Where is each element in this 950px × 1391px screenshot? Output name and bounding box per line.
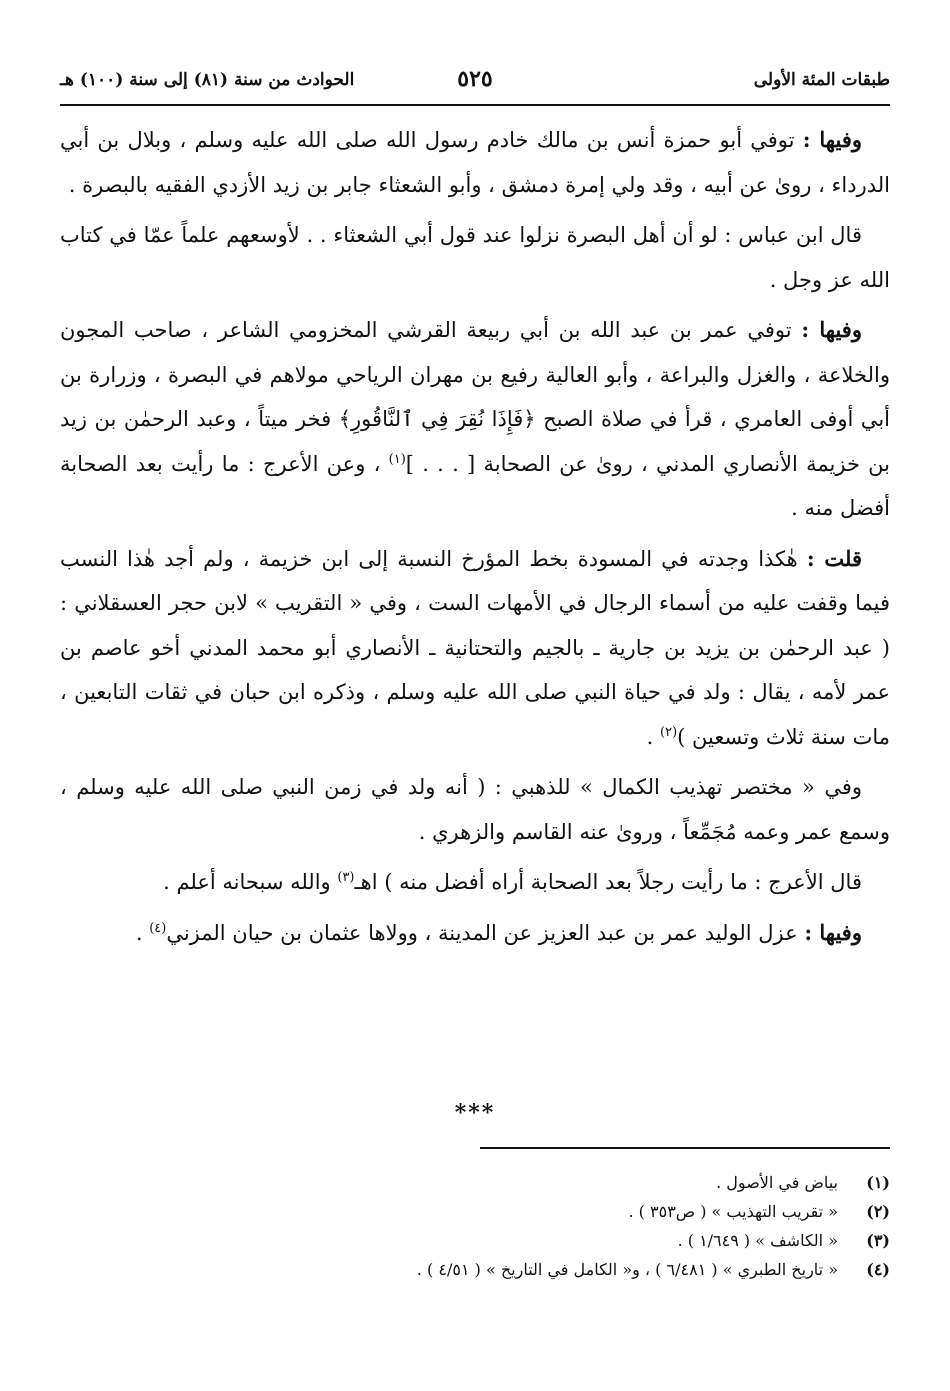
paragraph-tail: ، وعن الأعرج : ما رأيت بعد الصحابة أفضل منه . [60,451,890,520]
footnote-ref: (٤) [149,920,167,936]
section-separator: *** [454,1100,496,1126]
paragraph-2 [60,213,890,302]
section-title: الحوادث من سنة (٨١) إلى سنة (١٠٠) هـ [60,70,355,90]
footnote-number: (٣) [866,1231,890,1250]
paragraph-text: عزل الوليد عمر بن عبد العزيز عن المدينة ، وولاها عثمان بن حيان المزني [166,920,805,945]
footnotes [60,1168,890,1284]
footnote-rule [480,1147,890,1149]
paragraph-text: توفي عمر بن عبد الله بن أبي ربيعة القرشي المخزومي الشاعر ، صاحب المجون والخلاعة ، والغزل والبراعة ، وأبو العالية رفيع بن مهران الرياحي مولاهم في البصرة ، وزرارة بن أبي أوفى العامري ، قرأ في صلاة الصبح ﴿فَإِذَا نُقِرَ فِي ٱلنَّاقُورِ﴾ فخر ميتاً ، وعبد الرحمٰن بن زيد بن خزيمة الأنصاري المدني ، روىٰ عن الصحابة [ . . . ] [60,318,891,476]
page-number: ٥٢٥ [457,66,493,92]
paragraph-lead: وفيها : [801,317,862,342]
footnote-number: (٢) [866,1202,890,1221]
paragraph-tail: والله سبحانه أعلم . [163,870,338,894]
paragraph-text: قال ابن عباس : لو أن أهل البصرة نزلوا عند قول أبي الشعثاء . . لأوسعهم علماً عمّا في كتاب الله عز وجل . [60,223,890,292]
footnote-ref: (١) [388,451,406,467]
book-title: طبقات المئة الأولى [753,70,890,90]
footnote-ref: (٣) [337,870,355,885]
footnote-text: « الكاشف » ( ١/٦٤٩ ) . [677,1231,838,1250]
footnote-text: « تقريب التهذيب » ( ص٣٥٣ ) . [628,1202,838,1221]
paragraph-4 [60,537,890,760]
paragraph-text: قال الأعرج : ما رأيت رجلاً بعد الصحابة أراه أفضل منه ) اهـ [354,870,862,894]
footnote-ref: (٢) [660,724,678,740]
footnote-item [60,1226,890,1255]
paragraph-tail: . [646,724,661,749]
paragraph-lead: وفيها : [802,127,862,152]
running-header [60,62,890,102]
paragraph-text: وفي « مختصر تهذيب الكمال » للذهبي : ( أنه ولد في زمن النبي صلى الله عليه وسلم ، وسمع عمر وعمه مُجَمِّعاً ، وروىٰ عنه القاسم والزهري . [60,775,890,844]
footnote-item [60,1197,890,1226]
paragraph-1 [60,118,890,207]
paragraph-6 [60,860,890,905]
footnote-item [60,1255,890,1284]
main-text [60,118,890,961]
paragraph-text: هٰكذا وجدته في المسودة بخط المؤرخ النسبة إلى ابن خزيمة ، ولم أجد هٰذا النسب فيما وقفت عليه من أسماء الرجال في الأمهات الست ، وفي « التقريب » لابن حجر العسقلاني : ( عبد الرحمٰن بن يزيد بن جارية ـ بالجيم والتحتانية ـ الأنصاري أبو محمد المدني أخو عاصم بن عمر لأمه ، يقال : ولد في حياة النبي صلى الله عليه وسلم ، وذكره ابن حبان في ثقات التابعين ، مات سنة ثلاث وتسعين ) [60,546,890,749]
paragraph-lead: قلت : [806,545,862,571]
footnote-number: (٤) [866,1260,890,1279]
header-rule [60,104,890,106]
footnote-text: « تاريخ الطبري » ( ٦/٤٨١ ) ، و« الكامل في التاريخ » ( ٤/٥١ ) . [416,1260,838,1279]
paragraph-tail: . [135,920,150,945]
paragraph-text: توفي أبو حمزة أنس بن مالك خادم رسول الله صلى الله عليه وسلم ، وبلال بن أبي الدرداء ، روىٰ عن أبيه ، وقد ولي إمرة دمشق ، وأبو الشعثاء جابر بن زيد الأزدي الفقيه بالبصرة . [60,128,890,197]
paragraph-lead: وفيها : [804,919,862,945]
paragraph-7 [60,911,890,956]
paragraph-3 [60,308,890,531]
footnote-text: بياض في الأصول . [716,1173,838,1192]
footnote-item [60,1168,890,1197]
footnote-number: (١) [866,1173,890,1192]
paragraph-5 [60,765,890,854]
